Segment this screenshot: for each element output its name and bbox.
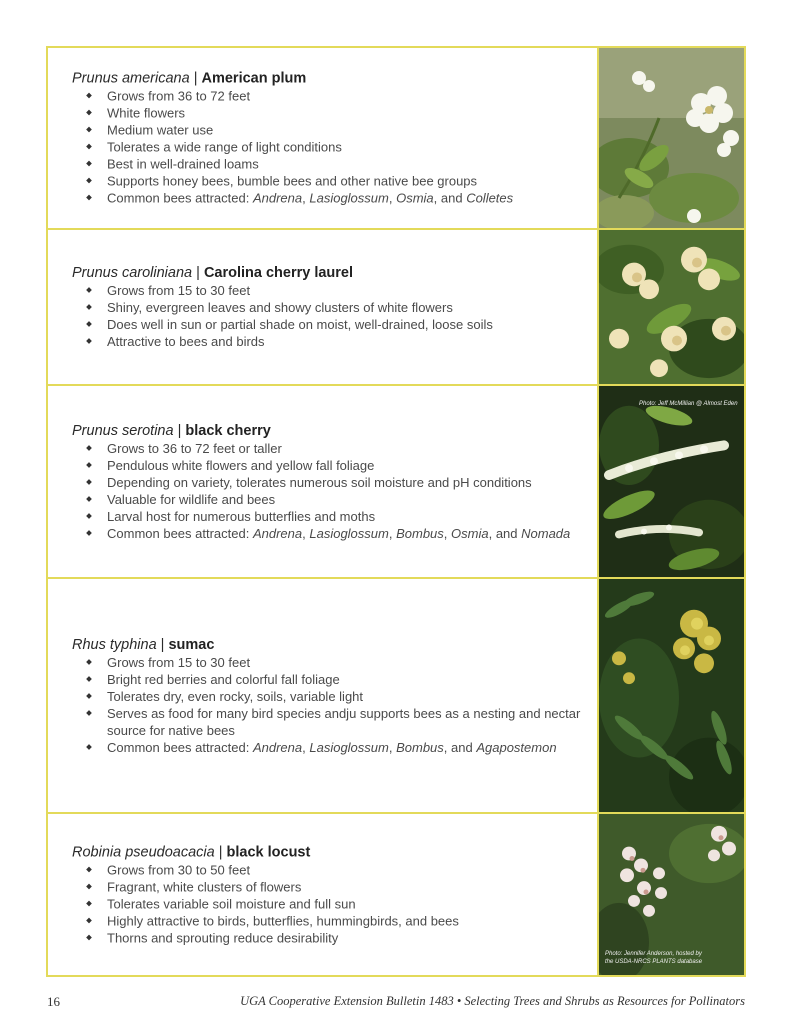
bee-genus: Lasioglossum [309, 739, 389, 755]
plant-title [72, 264, 583, 282]
bee-genus: Bombus [396, 525, 444, 541]
plant-title [72, 70, 583, 88]
trait-text: , [388, 739, 397, 755]
plant-title [72, 422, 583, 440]
trait-text: Fragrant, white clusters of flowers [107, 879, 302, 894]
trait-item [72, 88, 583, 105]
bee-genus: Colletes [466, 190, 514, 206]
trait-text: , [443, 525, 452, 541]
trait-item [72, 878, 583, 895]
trait-item [72, 474, 583, 491]
trait-text: Medium water use [107, 122, 214, 138]
trait-list [72, 440, 583, 542]
trait-item [72, 282, 583, 299]
trait-text: Tolerates a wide range of light conditions [107, 139, 342, 155]
photo-credit: Photo: Jennifer Anderson, hosted by the USDA-NRCS PLANTS database [605, 951, 703, 965]
plant-description-cell [48, 386, 599, 577]
trait-list [72, 654, 583, 756]
trait-text: Grows from 36 to 72 feet [107, 88, 251, 104]
trait-text: , and [433, 190, 467, 206]
trait-item [72, 457, 583, 474]
scientific-name: Prunus caroliniana [72, 265, 193, 281]
trait-text: , [302, 190, 310, 206]
bulletin-footer: UGA Cooperative Extension Bulletin 1483 • Selecting Trees and Shrubs as Resources for Pollinators [240, 994, 745, 1008]
trait-item [72, 316, 583, 333]
title-separator: | [156, 636, 169, 653]
common-name: black locust [226, 844, 311, 860]
trait-item [72, 671, 583, 688]
common-name: sumac [168, 636, 215, 653]
bee-genus: Lasioglossum [309, 190, 389, 206]
plant-row-sumac [48, 577, 744, 812]
trait-text: Tolerates dry, even rocky, soils, variable light [107, 688, 364, 704]
trait-list [72, 282, 583, 350]
trait-text: Serves as food for many bird species andju supports bees as a nesting and nectar source for native bees [107, 705, 581, 738]
plant-row-black-cherry [48, 384, 744, 577]
trait-item [72, 912, 583, 929]
title-separator: | [192, 265, 204, 281]
trait-text: , and [488, 525, 522, 541]
cherry-laurel-flower-clusters-photo [599, 230, 744, 384]
trait-item [72, 333, 583, 350]
trait-item [72, 139, 583, 156]
trait-item [72, 105, 583, 122]
plant-description-cell [48, 48, 599, 228]
trait-text: Grows from 15 to 30 feet [107, 654, 251, 670]
trait-text: Valuable for wildlife and bees [107, 491, 276, 507]
trait-text: Larval host for numerous butterflies and moths [107, 508, 376, 524]
trait-text: , [302, 525, 310, 541]
trait-text: Bright red berries and colorful fall foliage [107, 671, 340, 687]
title-separator: | [173, 422, 186, 439]
bee-genus: Andrena [252, 739, 303, 755]
sumac-foliage-photo [599, 579, 744, 812]
plant-description-cell [48, 814, 599, 975]
common-name: Carolina cherry laurel [203, 265, 354, 281]
scientific-name: Prunus serotina [72, 422, 174, 439]
trait-text: Supports honey bees, bumble bees and other native bee groups [107, 173, 478, 189]
plant-description-cell [48, 579, 599, 812]
trait-text: Tolerates variable soil moisture and full sun [107, 896, 356, 911]
plant-title [72, 843, 583, 861]
bee-genus: Agapostemon [476, 739, 557, 755]
bee-genus: Osmia [396, 190, 434, 206]
trait-text: Thorns and sprouting reduce desirability [107, 930, 339, 945]
trait-item [72, 654, 583, 671]
bee-genus: Bombus [396, 739, 444, 755]
trait-item [72, 929, 583, 946]
trait-text: Grows to 36 to 72 feet or taller [107, 440, 282, 456]
title-separator: | [214, 844, 227, 860]
trait-list [72, 88, 583, 207]
trait-item [72, 525, 583, 542]
trait-item [72, 156, 583, 173]
trait-text: , [388, 525, 397, 541]
trait-text: Common bees attracted: [107, 525, 253, 541]
trait-text: Grows from 15 to 30 feet [107, 283, 251, 298]
white-plum-blossom-photo [599, 48, 744, 228]
trait-text: Depending on variety, tolerates numerous soil moisture and pH conditions [107, 474, 532, 490]
common-name: black cherry [185, 422, 271, 439]
scientific-name: Prunus americana [72, 70, 190, 87]
plant-row-black-locust [48, 812, 744, 975]
trait-text: Shiny, evergreen leaves and showy clusters of white flowers [107, 300, 453, 315]
trait-item [72, 688, 583, 705]
trait-item [72, 299, 583, 316]
trait-text: White flowers [107, 105, 186, 121]
plant-table [46, 46, 746, 977]
trait-text: Does well in sun or partial shade on moist, well-drained, loose soils [107, 317, 493, 332]
plant-description-cell [48, 230, 599, 384]
common-name: American plum [201, 70, 307, 87]
title-separator: | [189, 70, 202, 87]
photo-credit: Photo: Jeff McMillian @ Almost Eden [639, 401, 738, 407]
trait-text: Grows from 30 to 50 feet [107, 862, 251, 877]
trait-item [72, 739, 583, 756]
page-number: 16 [47, 994, 60, 1009]
trait-item [72, 122, 583, 139]
trait-text: Pendulous white flowers and yellow fall foliage [107, 457, 375, 473]
trait-text: Common bees attracted: [107, 190, 253, 206]
bee-genus: Andrena [252, 190, 303, 206]
trait-text: , and [443, 739, 477, 755]
trait-item [72, 508, 583, 525]
plant-title [72, 636, 583, 654]
trait-item [72, 895, 583, 912]
bee-genus: Nomada [521, 525, 571, 541]
plant-row-carolina-cherry-laurel [48, 228, 744, 384]
trait-item [72, 440, 583, 457]
black-locust-flowers-photo [599, 814, 744, 975]
trait-text: Common bees attracted: [107, 739, 253, 755]
trait-item [72, 705, 583, 739]
trait-item [72, 491, 583, 508]
trait-text: Highly attractive to birds, butterflies, hummingbirds, and bees [107, 913, 459, 928]
trait-item [72, 861, 583, 878]
trait-text: , [302, 739, 310, 755]
trait-list [72, 861, 583, 946]
bee-genus: Lasioglossum [309, 525, 389, 541]
scientific-name: Rhus typhina [72, 636, 157, 653]
trait-text: , [388, 190, 397, 206]
trait-item [72, 173, 583, 190]
black-cherry-raceme-photo [599, 386, 744, 577]
plant-row-american-plum [48, 48, 744, 228]
bee-genus: Andrena [252, 525, 303, 541]
trait-text: Best in well-drained loams [107, 156, 259, 172]
bee-genus: Osmia [451, 525, 489, 541]
scientific-name: Robinia pseudoacacia [72, 844, 215, 860]
trait-text: Attractive to bees and birds [107, 334, 265, 349]
trait-item [72, 190, 583, 207]
